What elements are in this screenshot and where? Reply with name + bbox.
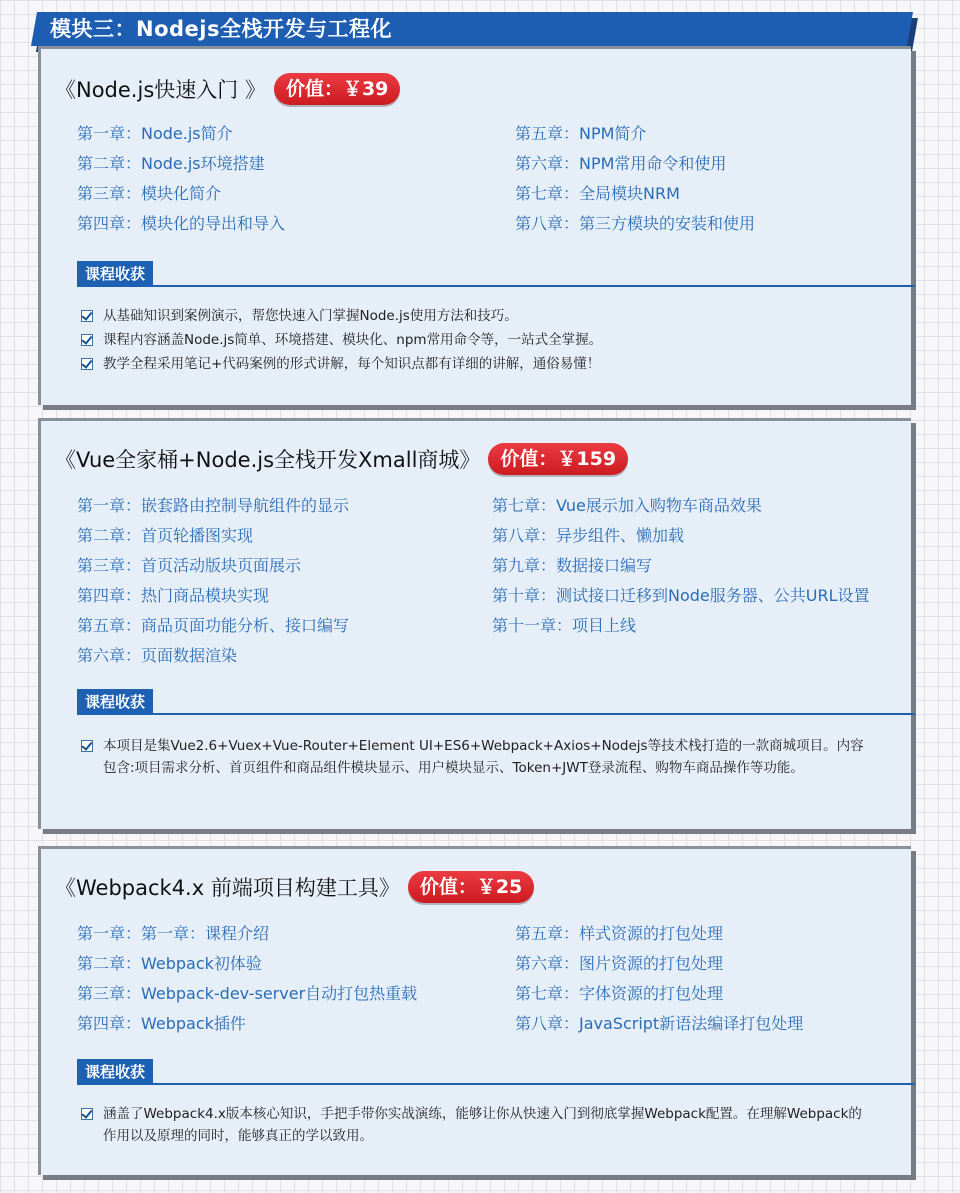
checkbox-icon	[81, 1108, 93, 1120]
price-badge: 价值：￥39	[274, 73, 400, 105]
course-title-row	[55, 73, 400, 105]
chapter-item: 第六章：NPM常用命令和使用	[515, 154, 727, 173]
course-card-webpack	[38, 846, 911, 1175]
chapter-item: 第七章：Vue展示加入购物车商品效果	[492, 496, 762, 515]
chapter-item: 第五章：NPM简介	[515, 124, 647, 143]
gains-divider	[77, 1083, 915, 1085]
checkbox-icon	[81, 310, 93, 322]
gains-divider	[77, 285, 915, 287]
course-title-row	[55, 443, 628, 475]
chapter-item: 第六章：图片资源的打包处理	[515, 954, 724, 973]
gain-item: 课程内容涵盖Node.js简单、环境搭建、模块化、npm常用命令等，一站式全掌握。	[81, 329, 881, 351]
chapter-item: 第七章：字体资源的打包处理	[515, 984, 724, 1003]
chapter-item: 第五章：样式资源的打包处理	[515, 924, 724, 943]
course-title-row	[55, 871, 534, 903]
chapter-item: 第四章：热门商品模块实现	[77, 586, 270, 605]
gains-tag: 课程收获	[77, 689, 153, 715]
chapter-item: 第一章：第一章：课程介绍	[77, 924, 270, 943]
chapter-item: 第五章：商品页面功能分析、接口编写	[77, 616, 350, 635]
course-title: 《Node.js快速入门 》	[55, 78, 266, 102]
chapter-item: 第三章：首页活动版块页面展示	[77, 556, 302, 575]
chapter-item: 第三章：Webpack-dev-server自动打包热重载	[77, 984, 418, 1003]
gains-divider	[77, 713, 915, 715]
chapter-item: 第四章：模块化的导出和导入	[77, 214, 286, 233]
gains-tag: 课程收获	[77, 1059, 153, 1085]
course-title: 《Webpack4.x 前端项目构建工具》	[55, 876, 400, 900]
chapter-item: 第二章：Node.js环境搭建	[77, 154, 265, 173]
course-title: 《Vue全家桶+Node.js全栈开发Xmall商城》	[55, 448, 481, 472]
course-card-nodejs	[38, 46, 911, 405]
chapter-item: 第十一章：项目上线	[492, 616, 637, 635]
gain-item: 涵盖了Webpack4.x版本核心知识，手把手带你实战演练，能够让你从快速入门到彻底掌握Webpack配置。在理解Webpack的作用以及原理的同时，能够真正的学以致用。	[81, 1103, 871, 1147]
chapter-item: 第九章：数据接口编写	[492, 556, 653, 575]
chapter-item: 第四章：Webpack插件	[77, 1014, 246, 1033]
gain-item: 教学全程采用笔记+代码案例的形式讲解，每个知识点都有详细的讲解，通俗易懂！	[81, 353, 881, 375]
price-badge: 价值：￥25	[408, 871, 534, 903]
chapter-item: 第八章：JavaScript新语法编译打包处理	[515, 1014, 804, 1033]
chapter-item: 第十章：测试接口迁移到Node服务器、公共URL设置	[492, 586, 870, 605]
chapter-item: 第八章：第三方模块的安装和使用	[515, 214, 756, 233]
chapter-item: 第二章：首页轮播图实现	[77, 526, 254, 545]
checkbox-icon	[81, 740, 93, 752]
module-title: 模块三：Nodejs全栈开发与工程化	[50, 17, 392, 41]
gain-item: 从基础知识到案例演示，帮您快速入门掌握Node.js使用方法和技巧。	[81, 305, 881, 327]
gain-item: 本项目是集Vue2.6+Vuex+Vue-Router+Element UI+ES6+Webpack+Axios+Nodejs等技术栈打造的一款商城项目。内容包含:项目需求分析、首页组件和商品组件模块显示、用户模块显示、Token+JWT登录流程、购物车商品操作等功能。	[81, 735, 871, 779]
price-badge: 价值：￥159	[488, 443, 628, 475]
chapter-item: 第六章：页面数据渲染	[77, 646, 238, 665]
chapter-item: 第二章：Webpack初体验	[77, 954, 262, 973]
chapter-item: 第八章：异步组件、懒加载	[492, 526, 685, 545]
checkbox-icon	[81, 358, 93, 370]
chapter-item: 第三章：模块化简介	[77, 184, 222, 203]
gains-tag: 课程收获	[77, 261, 153, 287]
chapter-item: 第一章：Node.js简介	[77, 124, 233, 143]
chapter-item: 第七章：全局模块NRM	[515, 184, 680, 203]
chapter-item: 第一章：嵌套路由控制导航组件的显示	[77, 496, 350, 515]
course-card-xmall	[38, 418, 911, 829]
checkbox-icon	[81, 334, 93, 346]
